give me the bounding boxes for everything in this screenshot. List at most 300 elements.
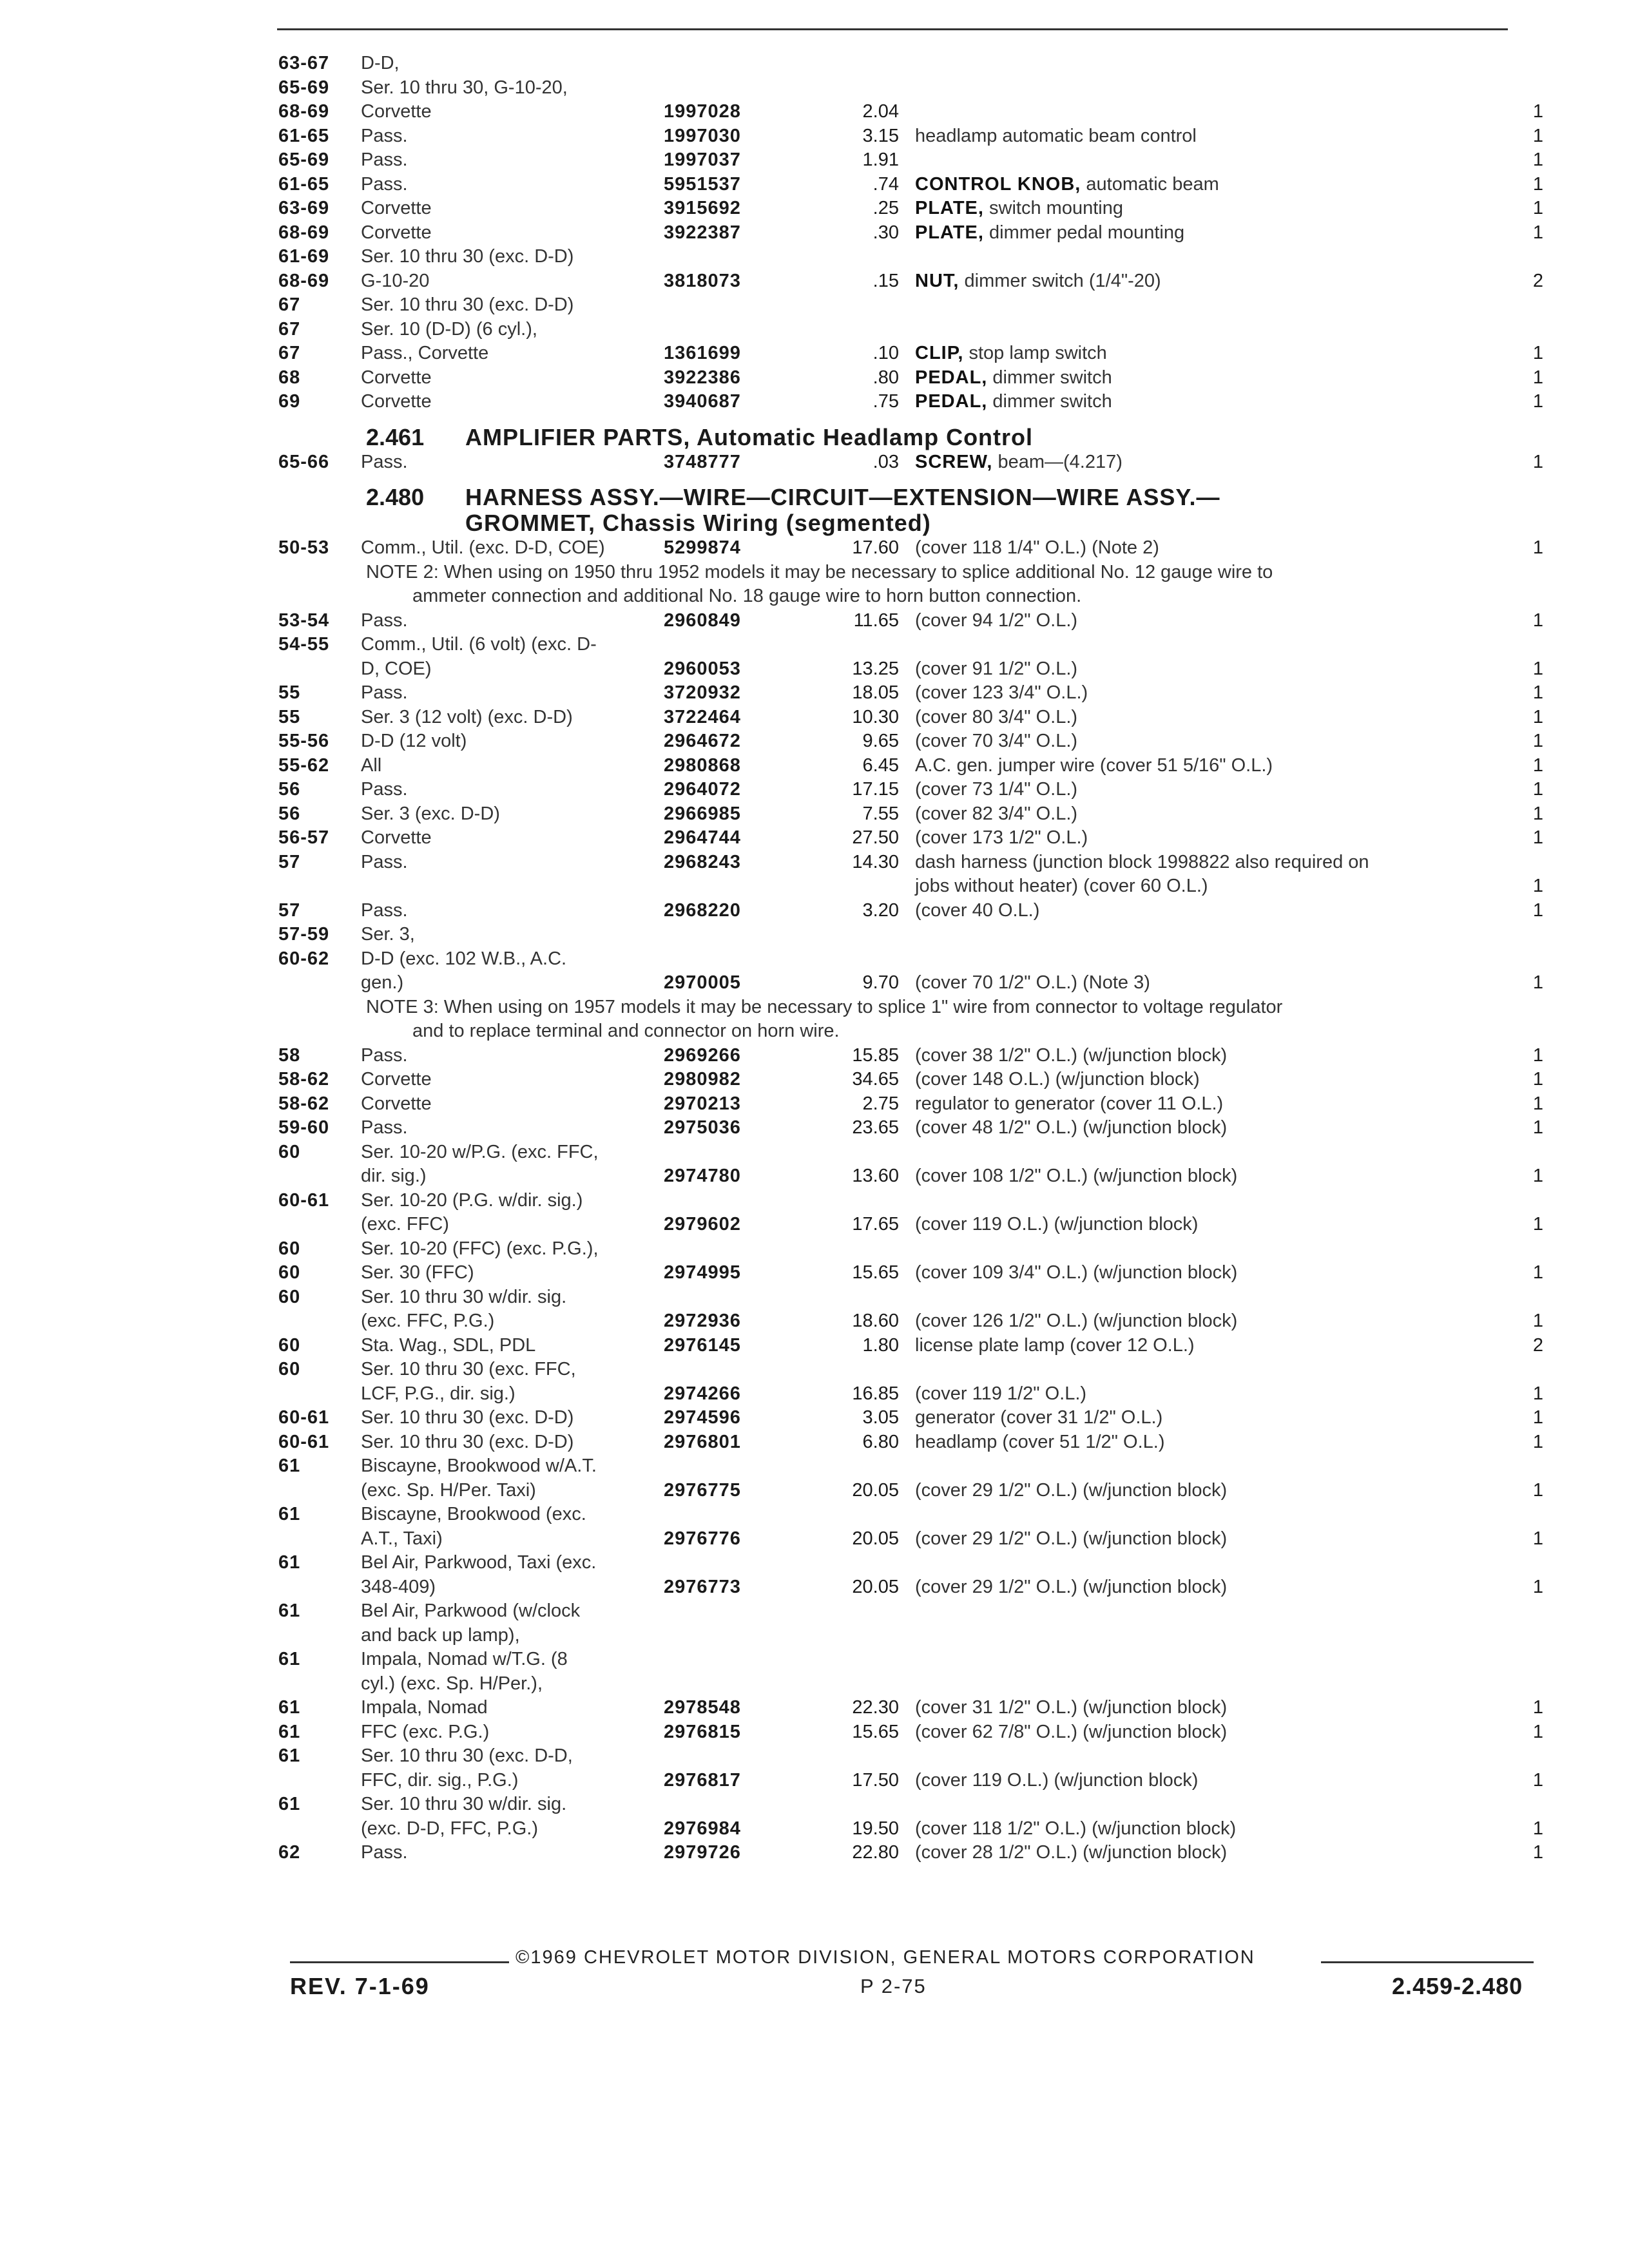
- model-years: 54-55: [278, 634, 330, 655]
- quantity: 1: [1532, 1431, 1543, 1452]
- model-years: 61: [278, 1649, 301, 1669]
- table-row: [0, 148, 1629, 173]
- model-application: LCF, P.G., dir. sig.): [361, 1383, 516, 1404]
- section-heading: [0, 425, 1629, 450]
- model-years: 67: [278, 294, 301, 315]
- table-row: [0, 173, 1629, 197]
- part-name: CLIP,: [915, 343, 964, 363]
- quantity: 1: [1532, 682, 1543, 703]
- part-description: [915, 874, 1208, 899]
- list-price: 14.30: [852, 851, 899, 872]
- model-application: Ser. 10-20 (P.G. w/dir. sig.): [361, 1189, 583, 1211]
- quantity: 1: [1532, 343, 1543, 363]
- list-price: 22.80: [852, 1842, 899, 1863]
- table-row: [0, 971, 1629, 995]
- model-application: D-D (12 volt): [361, 731, 467, 751]
- list-price: 9.70: [862, 972, 899, 993]
- list-price: 17.60: [852, 537, 899, 558]
- quantity: 1: [1532, 1721, 1543, 1742]
- model-application: Comm., Util. (exc. D-D, COE): [361, 537, 605, 558]
- part-number: 1997030: [664, 125, 741, 146]
- table-row: [0, 1140, 1629, 1165]
- table-row: [0, 1116, 1629, 1140]
- quantity: 1: [1532, 1117, 1543, 1138]
- table-row: [0, 1744, 1629, 1769]
- section-title: AMPLIFIER PARTS, Automatic Headlamp Control: [465, 423, 1034, 450]
- table-row: [0, 318, 1629, 342]
- part-number: 5299874: [664, 537, 741, 558]
- part-description: [915, 899, 1039, 923]
- table-row: [0, 52, 1629, 76]
- quantity: 1: [1532, 125, 1543, 146]
- part-description: [915, 1720, 1227, 1745]
- model-application: Bel Air, Parkwood, Taxi (exc.: [361, 1552, 597, 1573]
- table-row: [0, 754, 1629, 778]
- table-row: [0, 1599, 1629, 1624]
- spacer: [0, 474, 1629, 485]
- model-years: 69: [278, 391, 301, 412]
- description-text: regulator to generator (cover 11 O.L.): [915, 1093, 1224, 1114]
- table-row: [0, 1358, 1629, 1382]
- list-price: 1.80: [862, 1334, 899, 1356]
- description-text: (cover 28 1/2" O.L.) (w/junction block): [915, 1842, 1228, 1863]
- model-application: Ser. 10 thru 30 (exc. D-D): [361, 246, 574, 267]
- model-application: (exc. FFC, P.G.): [361, 1311, 495, 1331]
- model-application: Ser. 3,: [361, 924, 415, 945]
- model-application: Pass.: [361, 1044, 408, 1066]
- part-number: 2976801: [664, 1431, 741, 1452]
- list-price: 3.05: [862, 1407, 899, 1428]
- part-number: 2968220: [664, 899, 741, 921]
- model-application: All: [361, 754, 382, 776]
- model-years: 60: [278, 1286, 301, 1307]
- part-description: [915, 390, 1112, 414]
- part-description: [915, 1068, 1200, 1092]
- part-description: [915, 681, 1088, 706]
- part-number: 2975036: [664, 1117, 741, 1138]
- list-price: .74: [872, 173, 899, 195]
- part-number: 2976773: [664, 1576, 741, 1597]
- description-text: (cover 40 O.L.): [915, 899, 1040, 921]
- part-description: [915, 609, 1077, 633]
- model-application: 348-409): [361, 1576, 436, 1597]
- table-row: [0, 124, 1629, 149]
- list-price: 15.65: [852, 1721, 899, 1742]
- table-row: [0, 1527, 1629, 1552]
- part-number: 2976775: [664, 1479, 741, 1501]
- model-years: 61-65: [278, 125, 330, 146]
- model-years: 60-62: [278, 948, 330, 969]
- table-row: [0, 1841, 1629, 1865]
- part-number: 2980982: [664, 1069, 741, 1090]
- description-text: beam—(4.217): [998, 451, 1123, 472]
- part-name: PLATE,: [915, 222, 984, 243]
- part-number: 3940687: [664, 391, 741, 412]
- list-price: 20.05: [852, 1528, 899, 1549]
- table-row: [0, 1648, 1629, 1672]
- list-price: 1.91: [862, 149, 899, 170]
- model-application: FFC, dir. sig., P.G.): [361, 1769, 519, 1791]
- model-application: Comm., Util. (6 volt) (exc. D-: [361, 634, 597, 655]
- model-years: 56: [278, 779, 301, 800]
- table-row: [0, 1575, 1629, 1600]
- list-price: .80: [872, 367, 899, 388]
- model-years: 60-61: [278, 1431, 330, 1452]
- model-years: 61: [278, 1552, 301, 1573]
- description-text: stop lamp switch: [969, 343, 1107, 363]
- model-application: Ser. 10 thru 30 (exc. D-D): [361, 294, 574, 315]
- description-text: generator (cover 31 1/2" O.L.): [915, 1407, 1163, 1428]
- description-text: A.C. gen. jumper wire (cover 51 5/16" O.L.): [915, 754, 1273, 776]
- model-years: 57: [278, 851, 301, 872]
- note-text: ammeter connection and additional No. 18 gauge wire to horn button connection.: [412, 586, 1082, 606]
- description-text: jobs without heater) (cover 60 O.L.): [915, 876, 1208, 896]
- table-row: [0, 899, 1629, 923]
- part-description: [915, 1575, 1227, 1600]
- description-text: (cover 118 1/4" O.L.) (Note 2): [915, 537, 1159, 558]
- part-name: SCREW,: [915, 451, 993, 472]
- part-description: [915, 124, 1197, 149]
- list-price: 15.85: [852, 1044, 899, 1066]
- part-number: 2970213: [664, 1093, 741, 1114]
- quantity: 2: [1532, 270, 1543, 291]
- model-years: 57-59: [278, 924, 330, 945]
- model-application: D-D (exc. 102 W.B., A.C.: [361, 948, 567, 969]
- part-description: [915, 1527, 1227, 1552]
- model-years: 50-53: [278, 537, 330, 558]
- list-price: 11.65: [853, 610, 899, 631]
- table-row: [0, 100, 1629, 124]
- part-number: 2974596: [664, 1407, 741, 1428]
- part-number: 2964072: [664, 779, 741, 800]
- table-row: [0, 1334, 1629, 1358]
- description-text: dimmer switch: [992, 367, 1112, 388]
- model-years: 68-69: [278, 222, 330, 243]
- description-text: dimmer switch: [992, 391, 1112, 412]
- part-number: 2974995: [664, 1262, 741, 1283]
- quantity: 1: [1532, 222, 1543, 243]
- list-price: .03: [872, 451, 899, 472]
- quantity: 1: [1532, 1528, 1543, 1549]
- part-number: 1997028: [664, 101, 741, 122]
- model-application: Sta. Wag., SDL, PDL: [361, 1334, 536, 1356]
- description-text: (cover 62 7/8" O.L.) (w/junction block): [915, 1721, 1228, 1742]
- description-text: (cover 70 3/4" O.L.): [915, 731, 1078, 751]
- model-application: Biscayne, Brookwood (exc.: [361, 1504, 586, 1524]
- part-number: 2970005: [664, 972, 741, 993]
- part-number: 3748777: [664, 451, 741, 472]
- quantity: 1: [1532, 1407, 1543, 1428]
- model-years: 61: [278, 1504, 301, 1524]
- part-number: 5951537: [664, 173, 741, 195]
- model-application: Impala, Nomad w/T.G. (8: [361, 1649, 568, 1669]
- description-text: (cover 29 1/2" O.L.) (w/junction block): [915, 1528, 1228, 1549]
- list-price: .25: [872, 198, 899, 218]
- description-text: (cover 108 1/2" O.L.) (w/junction block): [915, 1166, 1238, 1186]
- model-years: 61-65: [278, 173, 330, 195]
- description-text: headlamp (cover 51 1/2" O.L.): [915, 1431, 1165, 1452]
- spacer: [0, 414, 1629, 425]
- part-description: [915, 1406, 1162, 1430]
- table-row: [0, 1068, 1629, 1092]
- model-application: FFC (exc. P.G.): [361, 1721, 490, 1742]
- quantity: 1: [1532, 610, 1543, 631]
- description-text: dash harness (junction block 1998822 also required on: [915, 851, 1369, 872]
- table-row: [0, 1044, 1629, 1068]
- quantity: 1: [1532, 1214, 1543, 1235]
- table-row: [0, 1817, 1629, 1841]
- list-price: 3.15: [862, 125, 899, 146]
- description-text: dimmer pedal mounting: [989, 222, 1185, 243]
- table-row: [0, 1309, 1629, 1334]
- description-text: (cover 82 3/4" O.L.): [915, 803, 1078, 824]
- quantity: 1: [1532, 972, 1543, 993]
- note-text: and to replace terminal and connector on horn wire.: [412, 1021, 840, 1041]
- model-years: 60: [278, 1238, 301, 1259]
- quantity: 1: [1532, 658, 1543, 679]
- model-years: 61: [278, 1721, 301, 1742]
- part-description: [915, 1044, 1227, 1068]
- model-application: Pass.: [361, 1842, 408, 1863]
- part-number: 3915692: [664, 198, 741, 218]
- quantity: 1: [1532, 198, 1543, 218]
- model-application: D-D,: [361, 53, 400, 73]
- table-row: [0, 1769, 1629, 1793]
- list-price: 22.30: [852, 1697, 899, 1718]
- quantity: 1: [1532, 101, 1543, 122]
- table-row: [0, 995, 1629, 1020]
- model-application: Ser. 30 (FFC): [361, 1262, 474, 1283]
- model-application: D, COE): [361, 658, 432, 679]
- quantity: 1: [1532, 451, 1543, 472]
- model-application: Ser. 10 thru 30 w/dir. sig.: [361, 1286, 567, 1307]
- part-description: [915, 1841, 1227, 1865]
- model-years: 61: [278, 1794, 301, 1814]
- quantity: 1: [1532, 827, 1543, 848]
- section-number: 2.480: [366, 484, 425, 510]
- table-row: [0, 802, 1629, 827]
- model-years: 60: [278, 1334, 301, 1356]
- quantity: 1: [1532, 1842, 1543, 1863]
- part-number: 2976817: [664, 1769, 741, 1791]
- part-description: [915, 1334, 1195, 1358]
- list-price: 19.50: [852, 1818, 899, 1839]
- part-number: 2966985: [664, 803, 741, 824]
- part-number: 2979602: [664, 1214, 741, 1235]
- model-years: 65-66: [278, 451, 330, 472]
- model-years: 60-61: [278, 1407, 330, 1428]
- description-text: headlamp automatic beam control: [915, 125, 1197, 146]
- list-price: 10.30: [852, 706, 899, 727]
- model-application: Pass.: [361, 779, 408, 800]
- part-name: PEDAL,: [915, 391, 988, 412]
- description-text: (cover 70 1/2" O.L.) (Note 3): [915, 972, 1150, 993]
- part-description: [915, 173, 1219, 197]
- list-price: 20.05: [852, 1576, 899, 1597]
- part-description: [915, 754, 1273, 778]
- model-application: Corvette: [361, 198, 432, 218]
- model-application: Corvette: [361, 367, 432, 388]
- description-text: (cover 148 O.L.) (w/junction block): [915, 1069, 1200, 1090]
- model-years: 61: [278, 1456, 301, 1476]
- model-years: 53-54: [278, 610, 330, 631]
- description-text: (cover 29 1/2" O.L.) (w/junction block): [915, 1576, 1228, 1597]
- description-text: (cover 94 1/2" O.L.): [915, 610, 1078, 631]
- model-years: 65-69: [278, 77, 330, 98]
- description-text: (cover 80 3/4" O.L.): [915, 706, 1078, 727]
- list-price: 17.65: [852, 1214, 899, 1235]
- table-row: [0, 1285, 1629, 1310]
- table-row: [0, 874, 1629, 899]
- table-row: [0, 1503, 1629, 1527]
- table-row: [0, 1551, 1629, 1575]
- quantity: 1: [1532, 1769, 1543, 1791]
- table-row: [0, 609, 1629, 633]
- model-application: Pass., Corvette: [361, 343, 489, 363]
- table-row: [0, 1454, 1629, 1479]
- table-row: [0, 850, 1629, 875]
- part-description: [915, 1092, 1223, 1117]
- part-description: [915, 1164, 1237, 1189]
- list-price: 23.65: [852, 1117, 899, 1138]
- model-application: Ser. 3 (12 volt) (exc. D-D): [361, 706, 573, 727]
- model-application: Pass.: [361, 1117, 408, 1138]
- part-description: [915, 1479, 1227, 1503]
- table-row: [0, 1720, 1629, 1745]
- part-number: 2976776: [664, 1528, 741, 1549]
- part-description: [915, 341, 1107, 366]
- part-description: [915, 1430, 1165, 1455]
- part-description: [915, 1817, 1236, 1841]
- quantity: 1: [1532, 367, 1543, 388]
- table-row: [0, 826, 1629, 850]
- section-title: HARNESS ASSY.—WIRE—CIRCUIT—EXTENSION—WIRE ASSY.—: [465, 484, 1220, 510]
- quantity: 1: [1532, 731, 1543, 751]
- quantity: 2: [1532, 1334, 1543, 1356]
- model-application: A.T., Taxi): [361, 1528, 443, 1549]
- description-text: switch mounting: [989, 198, 1123, 218]
- part-description: [915, 1696, 1227, 1720]
- part-description: [915, 729, 1077, 754]
- model-years: 59-60: [278, 1117, 330, 1138]
- quantity: 1: [1532, 173, 1543, 195]
- model-application: Ser. 10-20 w/P.G. (exc. FFC,: [361, 1141, 599, 1162]
- part-number: 2972936: [664, 1311, 741, 1331]
- list-price: .30: [872, 222, 899, 243]
- quantity: 1: [1532, 391, 1543, 412]
- model-application: Biscayne, Brookwood w/A.T.: [361, 1456, 597, 1476]
- description-text: (cover 91 1/2" O.L.): [915, 658, 1078, 679]
- part-number: 1997037: [664, 149, 741, 170]
- list-price: 16.85: [852, 1383, 899, 1404]
- model-application: Corvette: [361, 1069, 432, 1090]
- description-text: (cover 173 1/2" O.L.): [915, 827, 1088, 848]
- list-price: .75: [872, 391, 899, 412]
- list-price: 2.75: [862, 1093, 899, 1114]
- list-price: 18.60: [852, 1311, 899, 1331]
- quantity: 1: [1532, 1479, 1543, 1501]
- part-number: 3818073: [664, 270, 741, 291]
- model-application: (exc. Sp. H/Per. Taxi): [361, 1479, 536, 1501]
- part-description: [915, 706, 1077, 730]
- quantity: 1: [1532, 1262, 1543, 1283]
- model-years: 67: [278, 343, 301, 363]
- model-application: Pass.: [361, 125, 408, 146]
- model-application: Corvette: [361, 101, 432, 122]
- model-application: cyl.) (exc. Sp. H/Per.),: [361, 1673, 543, 1694]
- part-description: [915, 778, 1077, 802]
- part-number: 2969266: [664, 1044, 741, 1066]
- table-row: [0, 341, 1629, 366]
- part-description: [915, 802, 1077, 827]
- model-application: Pass.: [361, 851, 408, 872]
- quantity: 1: [1532, 803, 1543, 824]
- page-number: P 2-75: [860, 1975, 927, 1997]
- list-price: 27.50: [852, 827, 899, 848]
- part-description: [915, 1309, 1237, 1334]
- table-row: [0, 1019, 1629, 1044]
- model-years: 60: [278, 1262, 301, 1283]
- model-years: 58-62: [278, 1069, 330, 1090]
- model-application: Pass.: [361, 451, 408, 472]
- table-row: [0, 269, 1629, 294]
- description-text: (cover 126 1/2" O.L.) (w/junction block): [915, 1311, 1238, 1331]
- part-number: 2964744: [664, 827, 741, 848]
- section-number: 2.461: [366, 423, 425, 450]
- model-application: Corvette: [361, 222, 432, 243]
- part-number: 2979726: [664, 1842, 741, 1863]
- table-row: [0, 657, 1629, 682]
- part-description: [915, 826, 1088, 850]
- list-price: .10: [872, 343, 899, 363]
- part-description: [915, 971, 1150, 995]
- table-row: [0, 1430, 1629, 1455]
- model-application: Impala, Nomad: [361, 1697, 488, 1718]
- part-number: 3922386: [664, 367, 741, 388]
- model-application: Ser. 10-20 (FFC) (exc. P.G.),: [361, 1238, 599, 1259]
- model-application: Ser. 3 (exc. D-D): [361, 803, 500, 824]
- part-description: [915, 1261, 1237, 1285]
- list-price: 17.50: [852, 1769, 899, 1791]
- list-price: 7.55: [862, 803, 899, 824]
- table-row: [0, 197, 1629, 221]
- model-application: Ser. 10 thru 30 (exc. D-D,: [361, 1745, 573, 1766]
- table-row: [0, 923, 1629, 947]
- table-row: [0, 221, 1629, 245]
- part-number: 2960053: [664, 658, 741, 679]
- list-price: 17.15: [852, 779, 899, 800]
- model-years: 68-69: [278, 101, 330, 122]
- model-application: G-10-20: [361, 270, 430, 291]
- model-years: 68: [278, 367, 301, 388]
- model-application: Pass.: [361, 149, 408, 170]
- part-description: [915, 536, 1159, 561]
- part-number: 2964672: [664, 731, 741, 751]
- model-years: 61: [278, 1697, 301, 1718]
- part-number: 1361699: [664, 343, 741, 363]
- part-number: 2968243: [664, 851, 741, 872]
- part-number: 2974266: [664, 1383, 741, 1404]
- quantity: 1: [1532, 1069, 1543, 1090]
- table-row: [0, 1672, 1629, 1696]
- part-number: 2976815: [664, 1721, 741, 1742]
- model-years: 60: [278, 1141, 301, 1162]
- model-years: 61: [278, 1600, 301, 1621]
- quantity: 1: [1532, 779, 1543, 800]
- model-application: Pass.: [361, 899, 408, 921]
- part-description: [915, 197, 1123, 221]
- model-application: Bel Air, Parkwood (w/clock: [361, 1600, 581, 1621]
